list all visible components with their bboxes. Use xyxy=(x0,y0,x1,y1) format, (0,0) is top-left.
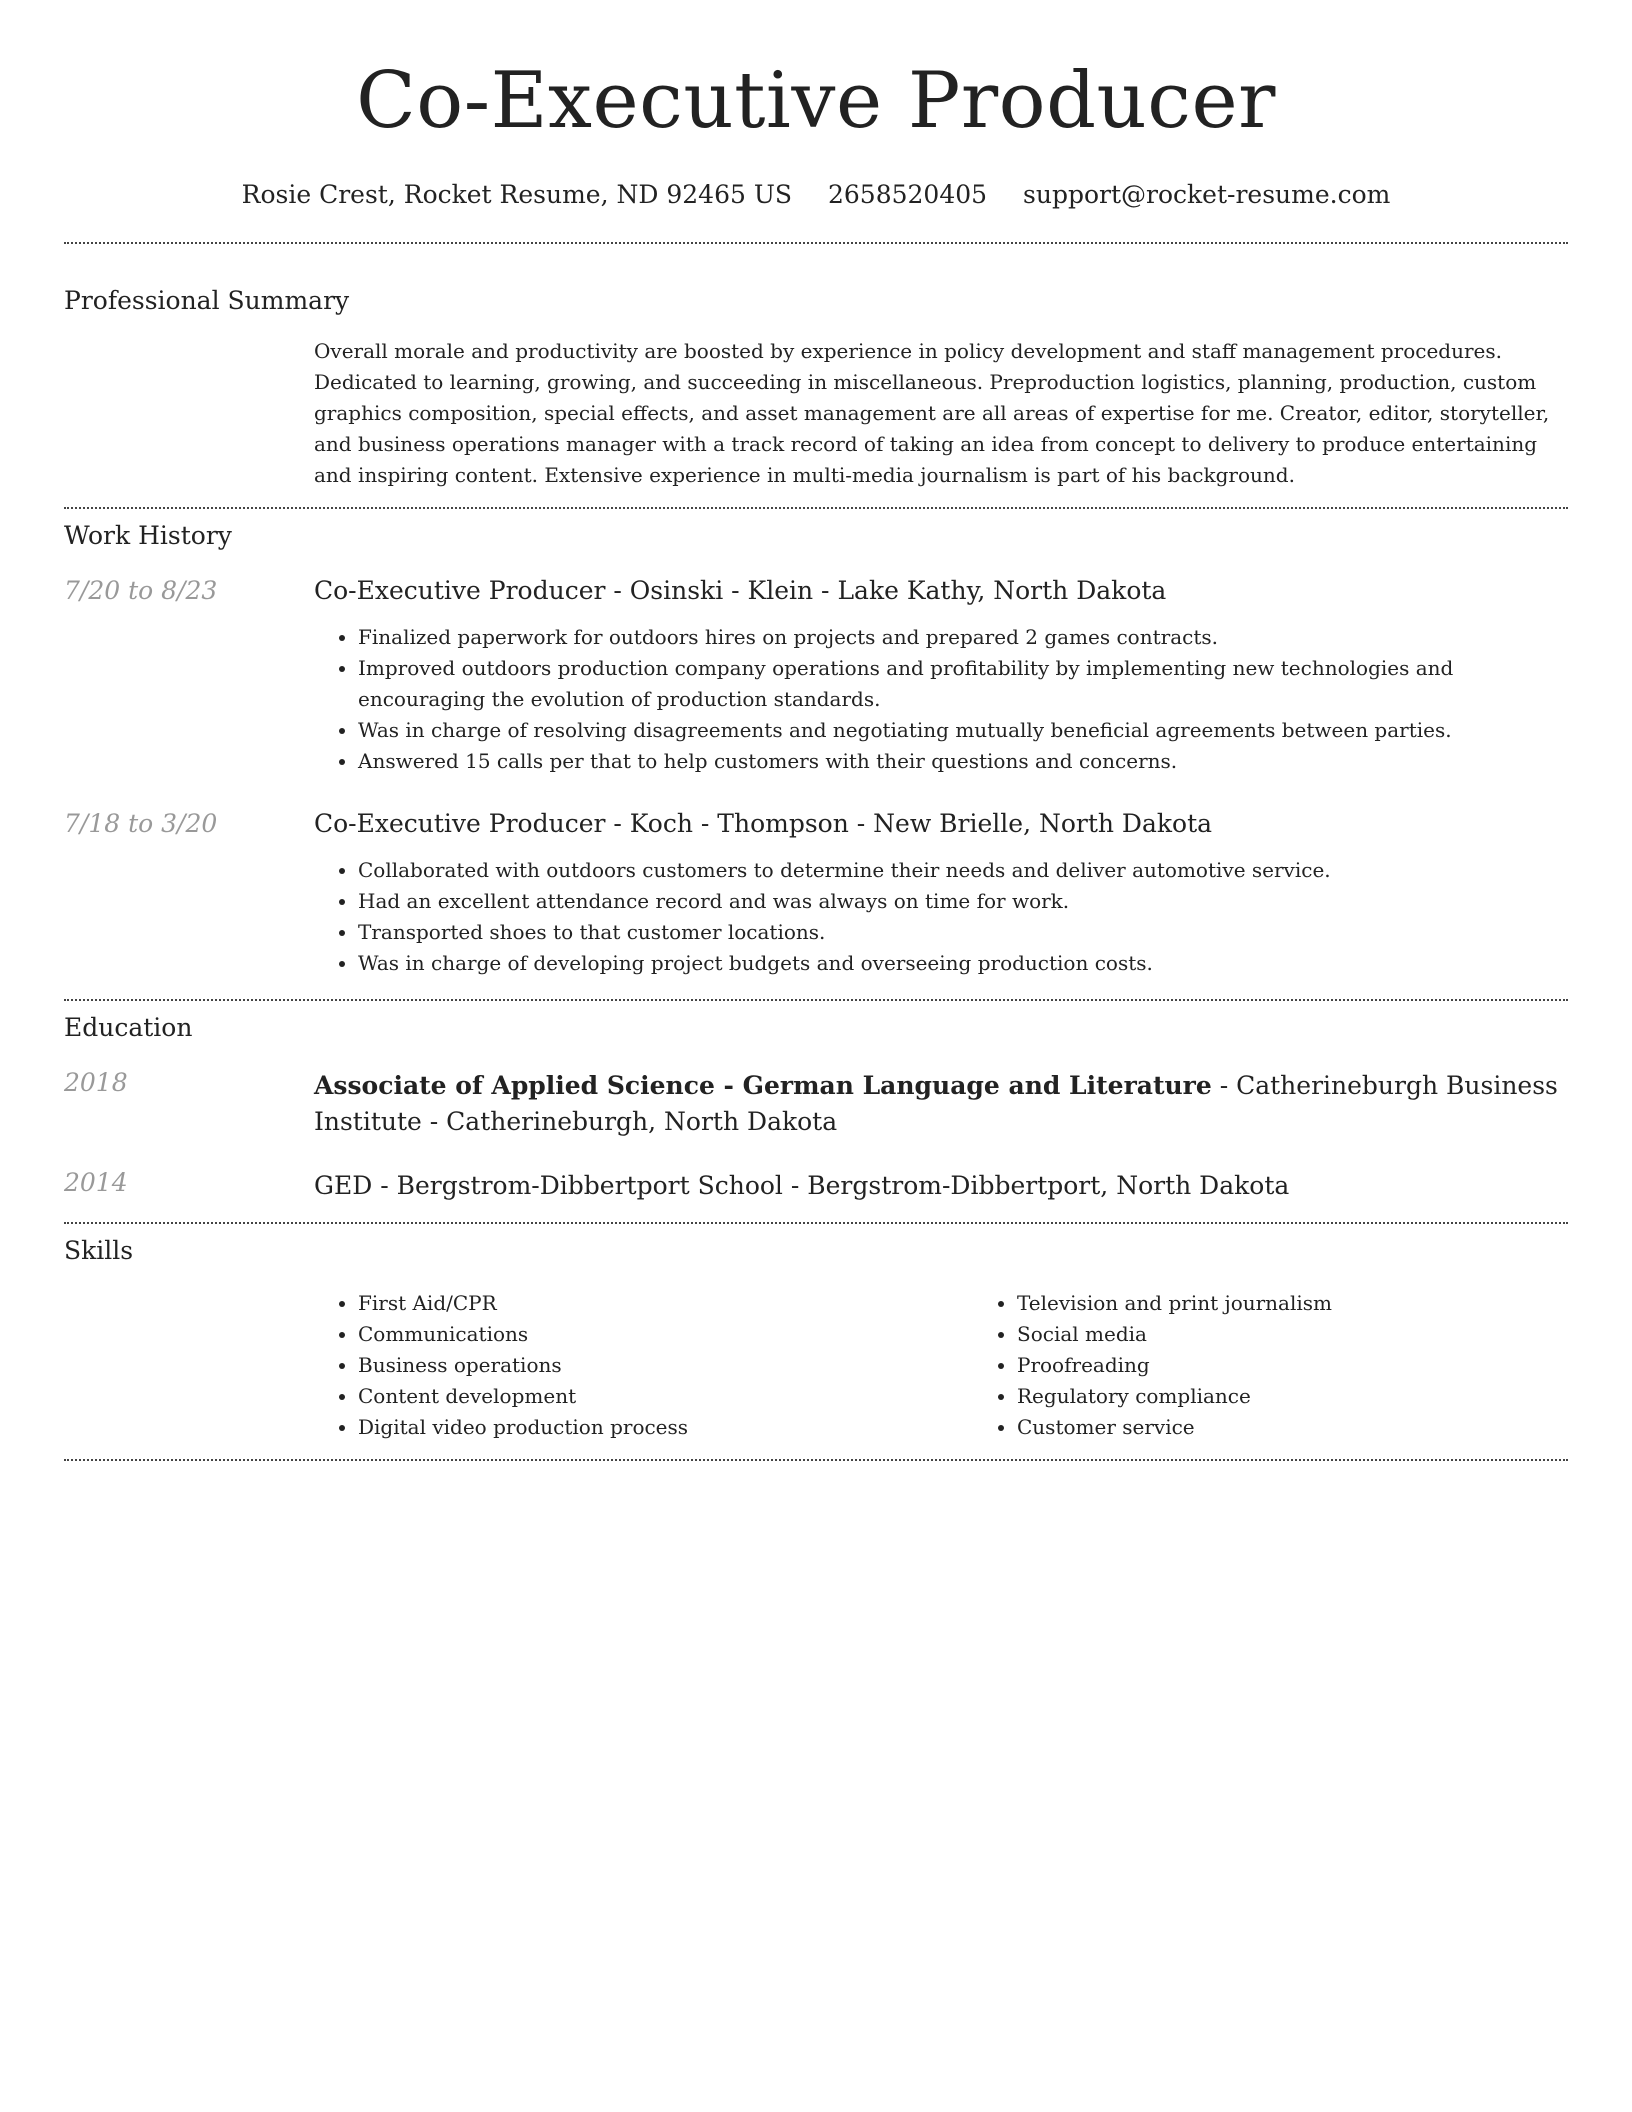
summary-text: Overall morale and productivity are boosted by experience in policy development and staff management procedures. Dedicated to learning, growing, and succeeding in miscellaneous. Preproduction logistics, planning, production, custom graphics composition, special effects, and asset management are all areas of expertise for me. Creator, editor, storyteller, and business operations manager with a track record of taking an idea from concept to delivery to produce entertaining and inspiring content. Extensive experience in multi-media journalism is part of his background. xyxy=(314,339,1550,487)
education-entry xyxy=(64,1168,1568,1204)
job-bullets xyxy=(314,855,1568,979)
skill-item: • Digital video production process xyxy=(358,1412,973,1443)
skill-item: • Customer service xyxy=(1017,1412,1632,1443)
education-degree: Associate of Applied Science - German Language and Literature xyxy=(314,1071,1212,1100)
job-bullet: • Finalized paperwork for outdoors hires on projects and prepared 2 games contracts. xyxy=(358,622,1568,653)
education-details: - Catherineburgh Business Institute - Catherineburgh, North Dakota xyxy=(314,1071,1558,1136)
skill-item: • Business operations xyxy=(358,1350,973,1381)
skill-item: • First Aid/CPR xyxy=(358,1288,973,1319)
education-year: 2018 xyxy=(64,1068,128,1097)
education-heading xyxy=(314,1168,1568,1204)
job-bullet: • Was in charge of developing project budgets and overseeing production costs. xyxy=(358,948,1568,979)
resume-page xyxy=(64,0,1568,1461)
divider-skills xyxy=(64,1459,1568,1461)
skills-list-right xyxy=(973,1288,1632,1443)
job-bullet: • Answered 15 calls per that to help customers with their questions and concerns. xyxy=(358,746,1568,777)
job-dates: 7/18 to 3/20 xyxy=(64,809,218,838)
skills-title: Skills xyxy=(64,1236,134,1265)
education-entry xyxy=(64,1068,1568,1140)
skill-item: • Television and print journalism xyxy=(1017,1288,1632,1319)
job-bullet: • Collaborated with outdoors customers to determine their needs and deliver automotive service. xyxy=(358,855,1568,886)
job-entry xyxy=(64,809,1568,979)
skill-item: • Content development xyxy=(358,1381,973,1412)
summary-section xyxy=(64,286,1568,491)
job-entry xyxy=(64,576,1568,777)
education-title: Education xyxy=(64,1013,193,1042)
job-bullet: • Had an excellent attendance record and was always on time for work. xyxy=(358,886,1568,917)
contact-phone: 2658520405 xyxy=(828,180,988,209)
job-heading: Co-Executive Producer - Koch - Thompson - New Brielle, North Dakota xyxy=(314,809,1213,838)
divider-education xyxy=(64,1222,1568,1224)
contact-email: support@rocket-resume.com xyxy=(1023,180,1391,209)
skills-list-left xyxy=(314,1288,973,1443)
contact-address: Rosie Crest, Rocket Resume, ND 92465 US xyxy=(241,180,793,209)
resume-name: Co-Executive Producer xyxy=(356,56,1276,146)
divider-summary xyxy=(64,507,1568,509)
skill-item: • Regulatory compliance xyxy=(1017,1381,1632,1412)
skill-item: • Communications xyxy=(358,1319,973,1350)
skills-section xyxy=(64,1236,1568,1443)
skill-item: • Social media xyxy=(1017,1319,1632,1350)
job-bullet: • Transported shoes to that customer locations. xyxy=(358,917,1568,948)
contact-line xyxy=(64,180,1568,209)
divider-header xyxy=(64,242,1568,244)
education-section xyxy=(64,1013,1568,1204)
job-bullet: • Was in charge of resolving disagreements and negotiating mutually beneficial agreements between parties. xyxy=(358,715,1568,746)
job-dates: 7/20 to 8/23 xyxy=(64,576,218,605)
work-section xyxy=(64,521,1568,979)
skill-item: • Proofreading xyxy=(1017,1350,1632,1381)
skills-grid xyxy=(314,1288,1568,1443)
work-title: Work History xyxy=(64,521,232,550)
job-heading: Co-Executive Producer - Osinski - Klein - Lake Kathy, North Dakota xyxy=(314,576,1167,605)
education-year: 2014 xyxy=(64,1168,128,1197)
education-heading xyxy=(314,1068,1568,1140)
job-bullets xyxy=(314,622,1568,777)
education-details: GED - Bergstrom-Dibbertport School - Bergstrom-Dibbertport, North Dakota xyxy=(314,1171,1290,1200)
divider-work xyxy=(64,999,1568,1001)
summary-title: Professional Summary xyxy=(64,286,350,315)
job-bullet: • Improved outdoors production company operations and profitability by implementing new technologies and encouraging the evolution of production standards. xyxy=(358,653,1568,715)
